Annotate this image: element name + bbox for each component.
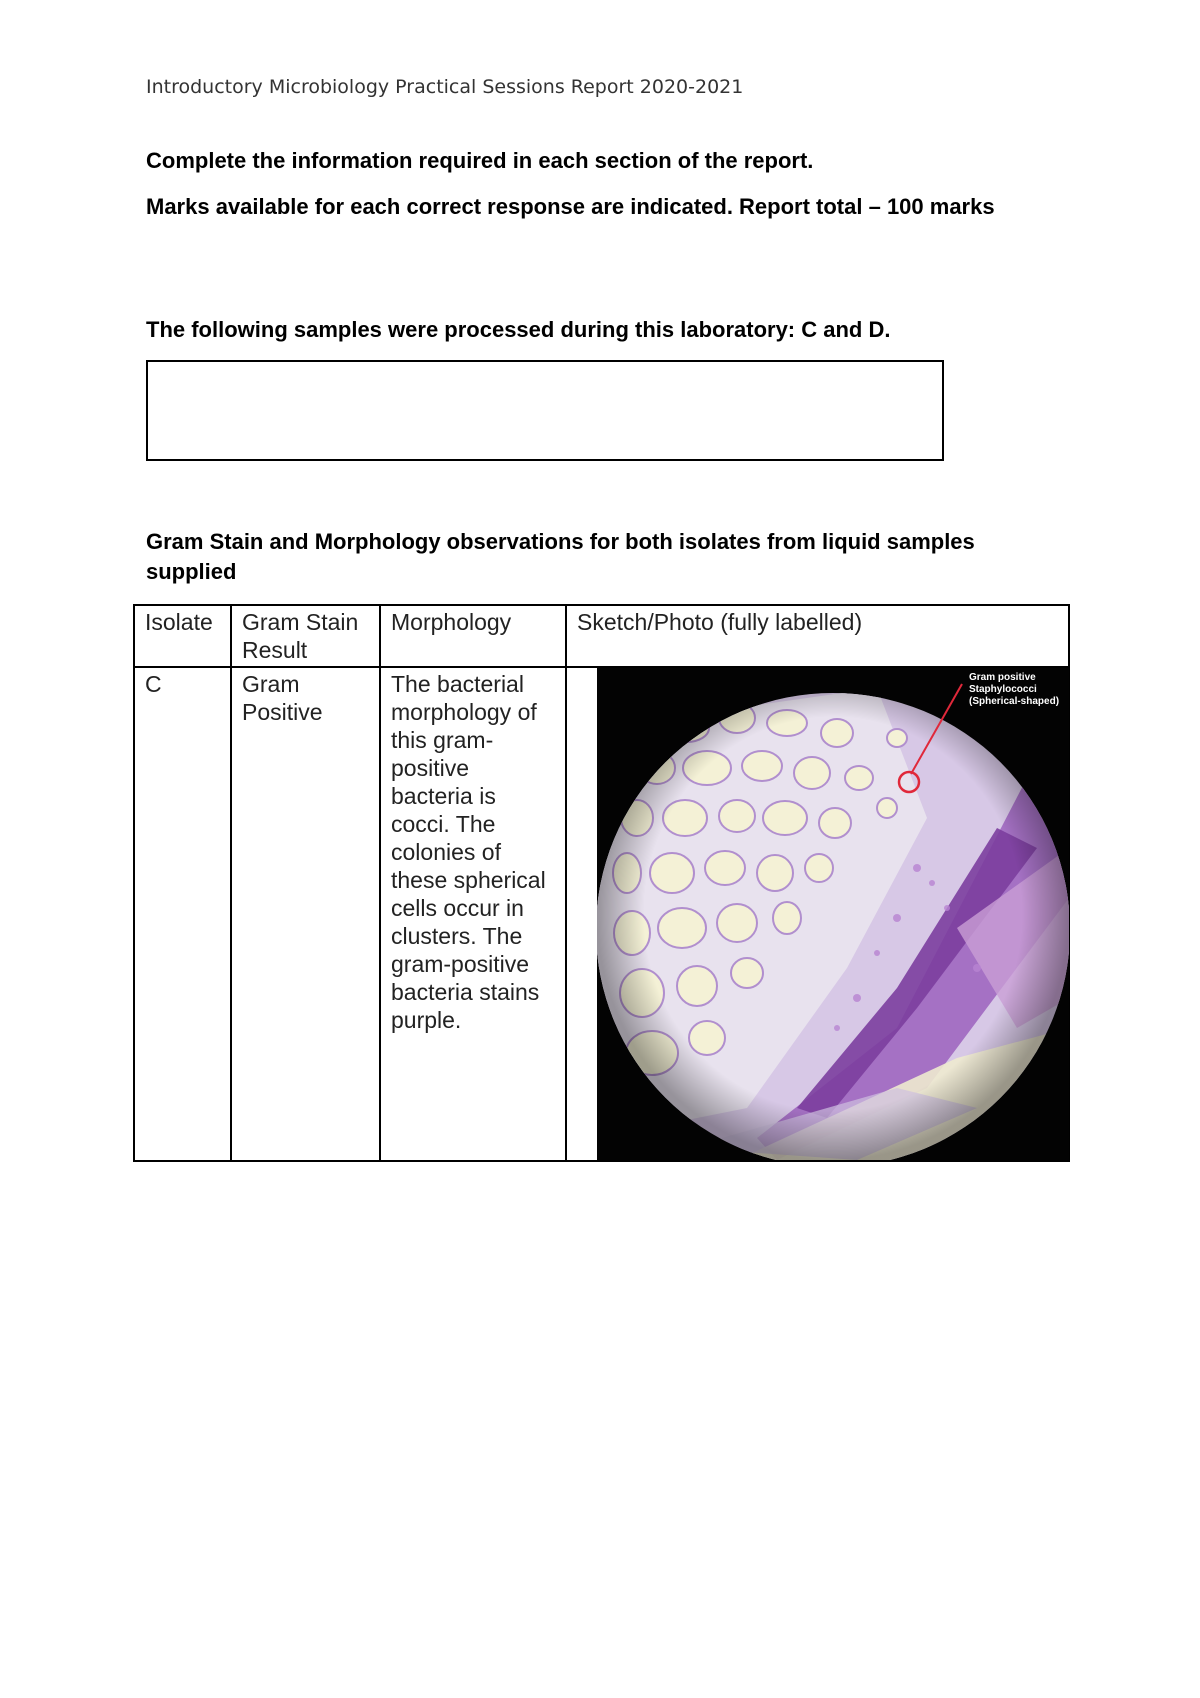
col-header-isolate: Isolate: [134, 605, 231, 667]
table-row: [134, 667, 1069, 1161]
micrograph-photo: [597, 668, 1069, 1160]
micrograph-svg: [597, 668, 1069, 1160]
col-header-morphology: Morphology: [380, 605, 566, 667]
photo-label-line1: Gram positive: [969, 672, 1036, 683]
cell-gram-result: Gram Positive: [231, 667, 380, 1161]
table-header-row: [134, 605, 1069, 667]
photo-label-line2: Staphylococci: [969, 684, 1037, 695]
gram-section-title: Gram Stain and Morphology observations for both isolates from liquid samples supplied: [146, 529, 975, 584]
instruction-marks: Marks available for each correct response are indicated. Report total – 100 marks: [146, 194, 995, 219]
photo-label-line3: (Spherical-shaped): [969, 696, 1060, 707]
col-header-sketch: Sketch/Photo (fully labelled): [566, 605, 1069, 667]
cell-photo: [566, 667, 1069, 1161]
cell-morphology: The bacterial morphology of this gram-positive bacteria is cocci. The colonies of these spherical cells occur in clusters. The gram-positive bacteria stains purple.: [380, 667, 566, 1161]
instruction-complete: Complete the information required in each section of the report.: [146, 148, 814, 173]
cell-isolate: C: [134, 667, 231, 1161]
answer-box[interactable]: [146, 360, 944, 461]
gram-stain-table: [133, 604, 1070, 1162]
col-header-gram-result: Gram Stain Result: [231, 605, 380, 667]
report-header: Introductory Microbiology Practical Sessions Report 2020-2021: [146, 76, 744, 98]
samples-statement: The following samples were processed during this laboratory: C and D.: [146, 317, 891, 342]
